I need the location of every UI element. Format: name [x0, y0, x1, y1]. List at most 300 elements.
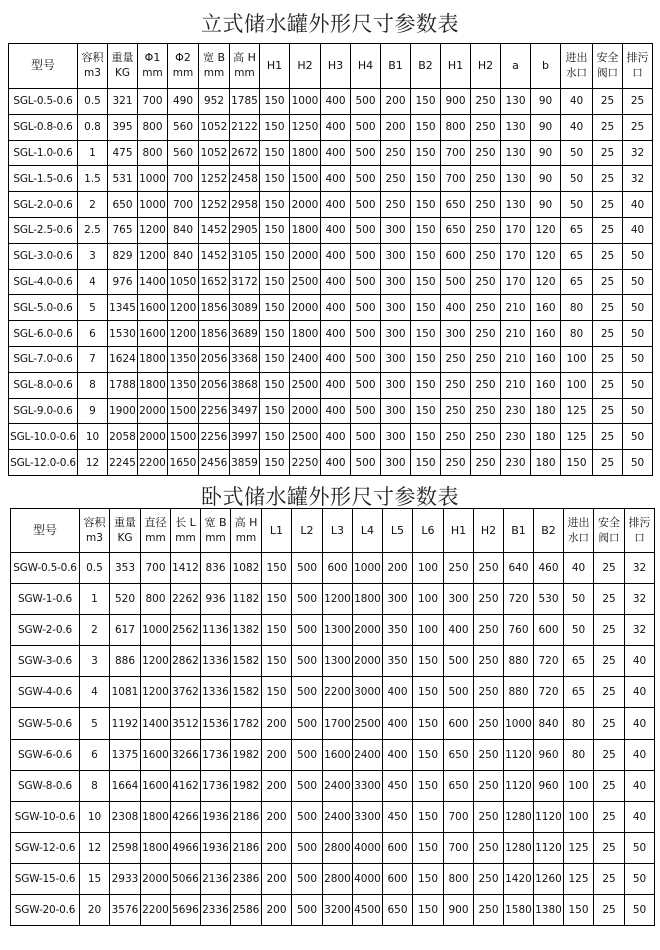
- value-cell: 40: [623, 192, 653, 218]
- value-cell: 600: [383, 863, 413, 894]
- value-cell: 170: [501, 243, 531, 269]
- model-cell: SGW-5-0.6: [11, 708, 80, 739]
- value-cell: 250: [444, 553, 474, 584]
- value-cell: 2672: [230, 140, 260, 166]
- value-cell: 500: [444, 677, 474, 708]
- value-cell: 25: [594, 832, 625, 863]
- column-header-label: L3: [330, 523, 345, 537]
- table-row: [9, 243, 653, 269]
- value-cell: 1420: [504, 863, 534, 894]
- value-cell: 500: [351, 269, 381, 295]
- value-cell: 12: [78, 450, 108, 476]
- value-cell: 2800: [323, 832, 353, 863]
- value-cell: 1800: [290, 321, 321, 347]
- value-cell: 720: [534, 677, 564, 708]
- value-cell: 400: [321, 372, 351, 398]
- value-cell: 50: [623, 372, 653, 398]
- value-cell: 500: [292, 646, 323, 677]
- value-cell: 130: [501, 166, 531, 192]
- value-cell: 500: [351, 321, 381, 347]
- column-header: [78, 44, 108, 89]
- value-cell: 250: [471, 321, 501, 347]
- value-cell: 1936: [201, 801, 231, 832]
- value-cell: 25: [594, 677, 625, 708]
- value-cell: 1050: [168, 269, 199, 295]
- value-cell: 150: [411, 346, 441, 372]
- value-cell: 2400: [323, 801, 353, 832]
- value-cell: 200: [383, 553, 413, 584]
- value-cell: 25: [593, 346, 623, 372]
- value-cell: 160: [531, 346, 561, 372]
- value-cell: 1452: [199, 243, 230, 269]
- column-header-unit: 口: [632, 67, 643, 80]
- value-cell: 3: [80, 646, 110, 677]
- value-cell: 1500: [168, 398, 199, 424]
- value-cell: 520: [110, 584, 141, 615]
- column-header: [230, 44, 260, 89]
- table-row: [11, 801, 655, 832]
- value-cell: 6: [78, 321, 108, 347]
- value-cell: 840: [168, 217, 199, 243]
- value-cell: 400: [321, 346, 351, 372]
- value-cell: 1375: [110, 739, 141, 770]
- model-cell: SGL-5.0-0.6: [9, 295, 78, 321]
- value-cell: 720: [504, 584, 534, 615]
- value-cell: 25: [594, 801, 625, 832]
- model-cell: SGW-4-0.6: [11, 677, 80, 708]
- value-cell: 125: [561, 424, 593, 450]
- value-cell: 650: [108, 192, 138, 218]
- value-cell: 50: [561, 192, 593, 218]
- value-cell: 250: [474, 708, 504, 739]
- value-cell: 400: [321, 114, 351, 140]
- value-cell: 130: [501, 140, 531, 166]
- value-cell: 25: [593, 114, 623, 140]
- model-cell: SGW-2-0.6: [11, 615, 80, 646]
- value-cell: 1350: [168, 372, 199, 398]
- value-cell: 250: [474, 615, 504, 646]
- value-cell: 25: [594, 739, 625, 770]
- value-cell: 760: [504, 615, 534, 646]
- value-cell: 490: [168, 89, 199, 115]
- value-cell: 2136: [201, 863, 231, 894]
- value-cell: 12: [80, 832, 110, 863]
- value-cell: 50: [561, 140, 593, 166]
- model-cell: SGL-1.0-0.6: [9, 140, 78, 166]
- value-cell: 700: [444, 801, 474, 832]
- column-header-label: 容积: [83, 515, 106, 529]
- value-cell: 100: [413, 584, 444, 615]
- value-cell: 150: [413, 832, 444, 863]
- model-cell: SGL-0.8-0.6: [9, 114, 78, 140]
- value-cell: 1800: [353, 584, 383, 615]
- value-cell: 4500: [353, 895, 383, 926]
- value-cell: 40: [625, 708, 655, 739]
- value-cell: 150: [413, 863, 444, 894]
- value-cell: 1785: [230, 89, 260, 115]
- column-header-unit: 口: [634, 531, 645, 544]
- value-cell: 1350: [168, 346, 199, 372]
- value-cell: 200: [262, 832, 292, 863]
- value-cell: 120: [531, 243, 561, 269]
- value-cell: 700: [168, 192, 199, 218]
- value-cell: 700: [141, 553, 171, 584]
- value-cell: 1200: [138, 243, 168, 269]
- value-cell: 960: [534, 770, 564, 801]
- value-cell: 170: [501, 217, 531, 243]
- value-cell: 80: [561, 295, 593, 321]
- value-cell: 500: [351, 114, 381, 140]
- value-cell: 25: [594, 770, 625, 801]
- value-cell: 300: [381, 372, 411, 398]
- table-header-row: [9, 44, 653, 89]
- table-row: [11, 646, 655, 677]
- value-cell: 460: [534, 553, 564, 584]
- value-cell: 150: [260, 372, 290, 398]
- value-cell: 20: [80, 895, 110, 926]
- value-cell: 840: [534, 708, 564, 739]
- value-cell: 2386: [231, 863, 262, 894]
- table-row: [11, 677, 655, 708]
- value-cell: 1500: [168, 424, 199, 450]
- value-cell: 1.5: [78, 166, 108, 192]
- value-cell: 2862: [171, 646, 201, 677]
- value-cell: 2: [80, 615, 110, 646]
- value-cell: 600: [534, 615, 564, 646]
- value-cell: 50: [623, 321, 653, 347]
- column-header-unit: mm: [175, 531, 196, 544]
- value-cell: 200: [262, 708, 292, 739]
- value-cell: 1200: [141, 677, 171, 708]
- value-cell: 400: [441, 295, 471, 321]
- value-cell: 500: [292, 770, 323, 801]
- value-cell: 250: [474, 739, 504, 770]
- value-cell: 500: [351, 398, 381, 424]
- value-cell: 250: [474, 801, 504, 832]
- value-cell: 300: [441, 321, 471, 347]
- value-cell: 1120: [504, 770, 534, 801]
- value-cell: 90: [531, 166, 561, 192]
- model-cell: SGW-10-0.6: [11, 801, 80, 832]
- value-cell: 150: [260, 114, 290, 140]
- value-cell: 0.5: [80, 553, 110, 584]
- model-cell: SGL-2.0-0.6: [9, 192, 78, 218]
- value-cell: 125: [561, 398, 593, 424]
- column-header-unit: mm: [205, 531, 226, 544]
- value-cell: 130: [501, 114, 531, 140]
- value-cell: 50: [623, 346, 653, 372]
- value-cell: 150: [260, 140, 290, 166]
- column-header: [110, 509, 141, 553]
- value-cell: 40: [625, 739, 655, 770]
- value-cell: 1192: [110, 708, 141, 739]
- value-cell: 100: [564, 770, 594, 801]
- value-cell: 250: [474, 863, 504, 894]
- value-cell: 150: [561, 450, 593, 476]
- value-cell: 250: [471, 372, 501, 398]
- value-cell: 250: [474, 770, 504, 801]
- model-cell: SGW-20-0.6: [11, 895, 80, 926]
- value-cell: 2800: [323, 863, 353, 894]
- value-cell: 25: [593, 398, 623, 424]
- model-cell: SGL-0.5-0.6: [9, 89, 78, 115]
- value-cell: 50: [623, 424, 653, 450]
- value-cell: 200: [262, 895, 292, 926]
- value-cell: 400: [383, 677, 413, 708]
- value-cell: 125: [564, 832, 594, 863]
- value-cell: 250: [381, 166, 411, 192]
- value-cell: 4162: [171, 770, 201, 801]
- value-cell: 150: [413, 646, 444, 677]
- column-header: [292, 509, 323, 553]
- value-cell: 150: [260, 321, 290, 347]
- value-cell: 210: [501, 295, 531, 321]
- value-cell: 500: [351, 424, 381, 450]
- value-cell: 2056: [199, 346, 230, 372]
- value-cell: 1800: [290, 140, 321, 166]
- column-header-unit: KG: [117, 531, 133, 544]
- value-cell: 1800: [138, 372, 168, 398]
- column-header-label: L4: [360, 523, 375, 537]
- value-cell: 1600: [138, 295, 168, 321]
- value-cell: 150: [262, 553, 292, 584]
- value-cell: 4966: [171, 832, 201, 863]
- value-cell: 160: [531, 295, 561, 321]
- value-cell: 1800: [141, 801, 171, 832]
- value-cell: 90: [531, 140, 561, 166]
- value-cell: 1380: [534, 895, 564, 926]
- column-header-label: 高 H: [233, 51, 256, 65]
- value-cell: 321: [108, 89, 138, 115]
- value-cell: 250: [471, 166, 501, 192]
- model-cell: SGW-3-0.6: [11, 646, 80, 677]
- value-cell: 150: [411, 243, 441, 269]
- column-header: [168, 44, 199, 89]
- value-cell: 2000: [290, 398, 321, 424]
- value-cell: 1700: [323, 708, 353, 739]
- value-cell: 500: [292, 615, 323, 646]
- value-cell: 250: [471, 243, 501, 269]
- value-cell: 25: [593, 372, 623, 398]
- value-cell: 1081: [110, 677, 141, 708]
- value-cell: 353: [110, 553, 141, 584]
- column-header: [564, 509, 594, 553]
- value-cell: 250: [474, 677, 504, 708]
- column-header: [290, 44, 321, 89]
- value-cell: 100: [561, 346, 593, 372]
- value-cell: 2598: [110, 832, 141, 863]
- value-cell: 1280: [504, 801, 534, 832]
- value-cell: 2400: [353, 739, 383, 770]
- value-cell: 40: [625, 770, 655, 801]
- column-header: [199, 44, 230, 89]
- value-cell: 1336: [201, 646, 231, 677]
- value-cell: 400: [321, 140, 351, 166]
- value-cell: 90: [531, 114, 561, 140]
- value-cell: 800: [441, 114, 471, 140]
- value-cell: 500: [351, 243, 381, 269]
- value-cell: 3859: [230, 450, 260, 476]
- value-cell: 50: [623, 398, 653, 424]
- column-header-label: L2: [300, 523, 314, 537]
- value-cell: 25: [593, 140, 623, 166]
- value-cell: 230: [501, 424, 531, 450]
- value-cell: 150: [260, 89, 290, 115]
- column-header-label: 宽 B: [202, 51, 226, 65]
- value-cell: 200: [262, 739, 292, 770]
- value-cell: 1082: [231, 553, 262, 584]
- value-cell: 1200: [323, 584, 353, 615]
- value-cell: 400: [321, 243, 351, 269]
- value-cell: 25: [593, 321, 623, 347]
- value-cell: 1412: [171, 553, 201, 584]
- value-cell: 25: [623, 114, 653, 140]
- value-cell: 250: [441, 450, 471, 476]
- value-cell: 50: [623, 269, 653, 295]
- table-row: [11, 770, 655, 801]
- table-row: [9, 89, 653, 115]
- model-cell: SGW-1-0.6: [11, 584, 80, 615]
- value-cell: 400: [321, 217, 351, 243]
- value-cell: 500: [444, 646, 474, 677]
- value-cell: 1382: [231, 615, 262, 646]
- column-header-label: 安全: [596, 51, 619, 65]
- value-cell: 180: [531, 398, 561, 424]
- table-row: [9, 192, 653, 218]
- value-cell: 200: [381, 89, 411, 115]
- value-cell: 3266: [171, 739, 201, 770]
- value-cell: 1782: [231, 708, 262, 739]
- value-cell: 150: [564, 895, 594, 926]
- value-cell: 25: [594, 863, 625, 894]
- column-header: [231, 509, 262, 553]
- column-header: [413, 509, 444, 553]
- value-cell: 1500: [290, 166, 321, 192]
- value-cell: 150: [262, 584, 292, 615]
- value-cell: 800: [141, 584, 171, 615]
- value-cell: 250: [471, 114, 501, 140]
- value-cell: 500: [292, 895, 323, 926]
- value-cell: 40: [623, 217, 653, 243]
- value-cell: 25: [594, 615, 625, 646]
- value-cell: 2905: [230, 217, 260, 243]
- value-cell: 130: [501, 192, 531, 218]
- column-header: [383, 509, 413, 553]
- value-cell: 40: [561, 114, 593, 140]
- value-cell: 2256: [199, 424, 230, 450]
- value-cell: 3689: [230, 321, 260, 347]
- value-cell: 500: [351, 295, 381, 321]
- value-cell: 1582: [231, 646, 262, 677]
- value-cell: 25: [593, 424, 623, 450]
- value-cell: 150: [262, 646, 292, 677]
- value-cell: 150: [262, 615, 292, 646]
- column-header-label: B2: [418, 59, 433, 73]
- table-row: [9, 269, 653, 295]
- model-cell: SGL-1.5-0.6: [9, 166, 78, 192]
- value-cell: 300: [383, 584, 413, 615]
- table-row: [11, 895, 655, 926]
- value-cell: 2256: [199, 398, 230, 424]
- value-cell: 250: [441, 398, 471, 424]
- value-cell: 1664: [110, 770, 141, 801]
- column-header: [80, 509, 110, 553]
- value-cell: 2458: [230, 166, 260, 192]
- column-header: [321, 44, 351, 89]
- value-cell: 1600: [141, 739, 171, 770]
- column-header-label: H1: [447, 59, 464, 73]
- value-cell: 150: [260, 398, 290, 424]
- value-cell: 700: [441, 166, 471, 192]
- value-cell: 650: [383, 895, 413, 926]
- value-cell: 1120: [534, 801, 564, 832]
- value-cell: 1200: [138, 217, 168, 243]
- column-header-label: 重量: [114, 515, 136, 529]
- value-cell: 25: [623, 89, 653, 115]
- value-cell: 2500: [290, 372, 321, 398]
- value-cell: 1: [78, 140, 108, 166]
- value-cell: 150: [260, 269, 290, 295]
- value-cell: 350: [383, 646, 413, 677]
- value-cell: 1182: [231, 584, 262, 615]
- column-header-label: 容积: [81, 51, 104, 65]
- column-header-label: H1: [450, 523, 467, 537]
- column-header-unit: mm: [234, 67, 255, 80]
- table-row: [9, 424, 653, 450]
- value-cell: 500: [351, 192, 381, 218]
- value-cell: 25: [593, 192, 623, 218]
- value-cell: 500: [292, 584, 323, 615]
- value-cell: 100: [561, 372, 593, 398]
- value-cell: 1200: [168, 321, 199, 347]
- value-cell: 886: [110, 646, 141, 677]
- value-cell: 500: [441, 269, 471, 295]
- column-header-label: H4: [357, 59, 374, 73]
- value-cell: 1856: [199, 321, 230, 347]
- column-header-unit: mm: [235, 531, 257, 544]
- value-cell: 150: [260, 450, 290, 476]
- column-header-label: b: [542, 59, 549, 73]
- value-cell: 1000: [504, 708, 534, 739]
- value-cell: 250: [441, 424, 471, 450]
- value-cell: 4266: [171, 801, 201, 832]
- value-cell: 2933: [110, 863, 141, 894]
- column-header-label: 宽 B: [204, 515, 227, 529]
- value-cell: 1336: [201, 677, 231, 708]
- value-cell: 500: [351, 89, 381, 115]
- value-cell: 3000: [353, 677, 383, 708]
- value-cell: 5066: [171, 863, 201, 894]
- column-header-label: Φ1: [144, 51, 161, 65]
- column-header: [504, 509, 534, 553]
- value-cell: 50: [564, 615, 594, 646]
- value-cell: 150: [411, 166, 441, 192]
- value-cell: 50: [623, 295, 653, 321]
- value-cell: 170: [501, 269, 531, 295]
- value-cell: 560: [168, 140, 199, 166]
- column-header-label: H2: [297, 59, 313, 73]
- value-cell: 300: [381, 450, 411, 476]
- value-cell: 2958: [230, 192, 260, 218]
- value-cell: 2058: [108, 424, 138, 450]
- value-cell: 80: [564, 739, 594, 770]
- value-cell: 300: [381, 424, 411, 450]
- column-header-unit: 水口: [568, 531, 589, 544]
- value-cell: 250: [474, 895, 504, 926]
- value-cell: 560: [168, 114, 199, 140]
- value-cell: 640: [504, 553, 534, 584]
- value-cell: 650: [441, 217, 471, 243]
